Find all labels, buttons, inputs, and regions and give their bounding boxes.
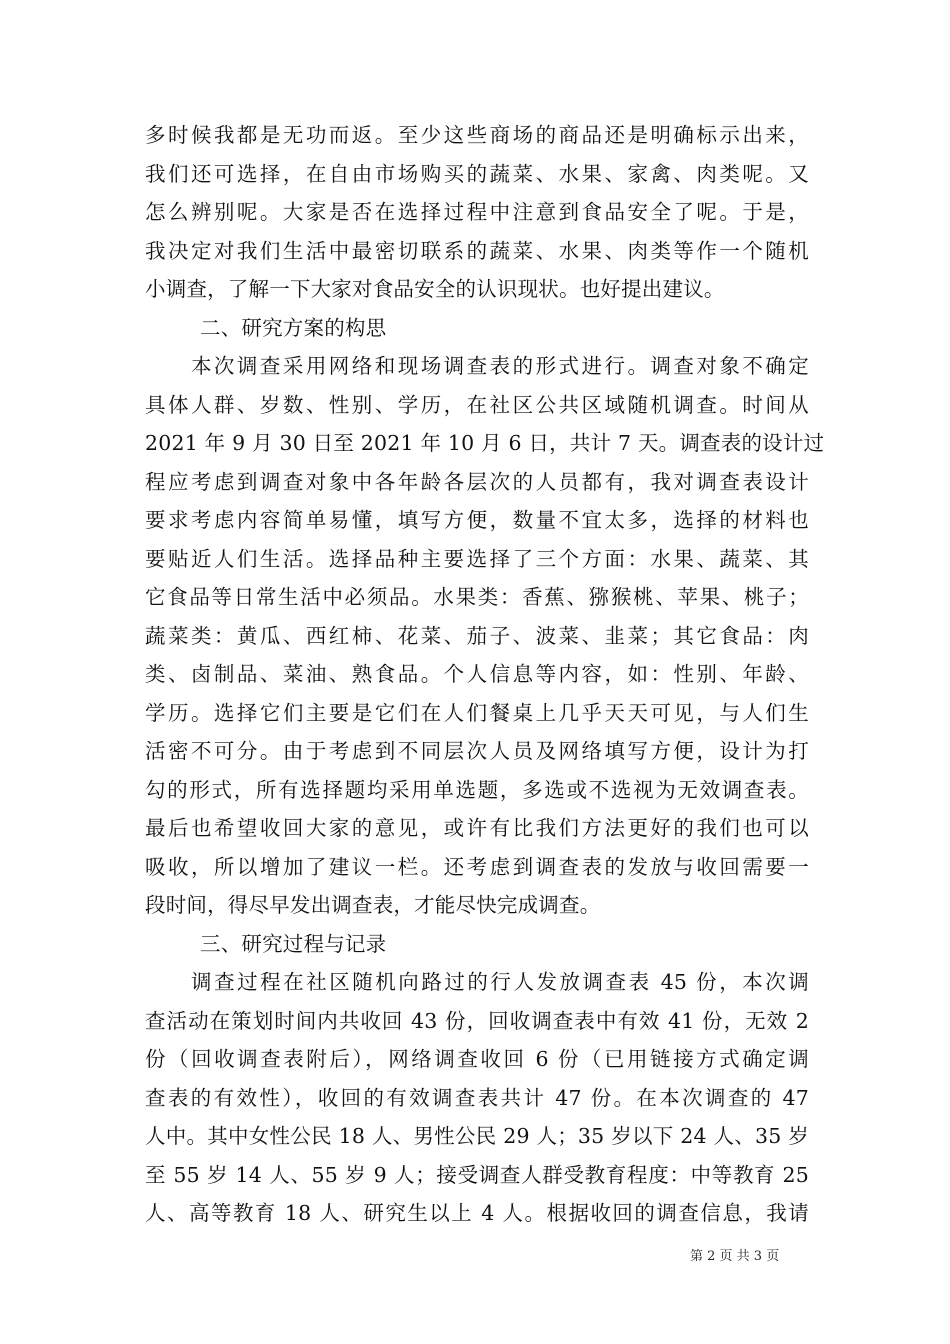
section-heading: 三、研究过程与记录 xyxy=(200,931,387,956)
text-line: 具体人群、岁数、性别、学历，在社区公共区域随机调查。时间从 xyxy=(145,392,809,417)
text-line: 它食品等日常生活中必须品。水果类：香蕉、猕猴桃、苹果、桃子； xyxy=(145,585,809,609)
text-line: 小调查，了解一下大家对食品安全的认识现状。也好提出建议。 xyxy=(145,277,725,301)
text-line: 我们还可选择，在自由市场购买的蔬菜、水果、家禽、肉类呢。又 xyxy=(145,161,809,186)
text-line: 最后也希望收回大家的意见，或许有比我们方法更好的我们也可以 xyxy=(145,816,809,840)
text-line: 查活动在策划时间内共收回 43 份，回收调查表中有效 41 份，无效 2 xyxy=(145,1008,809,1033)
text-line: 人、高等教育 18 人、研究生以上 4 人。根据收回的调查信息，我请 xyxy=(145,1201,809,1225)
text-line: 学历。选择它们主要是它们在人们餐桌上几乎天天可见，与人们生 xyxy=(145,700,809,725)
text-line: 程应考虑到调查对象中各年龄各层次的人员都有，我对调查表设计 xyxy=(145,469,809,494)
text-line: 段时间，得尽早发出调查表，才能尽快完成调查。 xyxy=(145,893,601,917)
text-line: 调查过程在社区随机向路过的行人发放调查表 45 份，本次调 xyxy=(145,970,809,994)
text-line: 份（回收调查表附后），网络调查收回 6 份（已用链接方式确定调 xyxy=(145,1047,809,1071)
text-line: 至 55 岁 14 人、55 岁 9 人；接受调查人群受教育程度：中等教育 25 xyxy=(145,1162,809,1187)
text-line: 查表的有效性），收回的有效调查表共计 47 份。在本次调查的 47 xyxy=(145,1085,809,1110)
text-line: 勾的形式，所有选择题均采用单选题，多选或不选视为无效调查表。 xyxy=(145,777,809,802)
text-line: 类、卤制品、菜油、熟食品。个人信息等内容，如：性别、年龄、 xyxy=(145,662,809,686)
text-line: 蔬菜类：黄瓜、西红柿、花菜、茄子、波菜、韭菜；其它食品：肉 xyxy=(145,623,809,648)
text-line: 多时候我都是无功而返。至少这些商场的商品还是明确标示出来， xyxy=(145,123,809,147)
body-text xyxy=(145,116,825,1233)
page-number: 第 2 页 共 3 页 xyxy=(690,1249,780,1264)
text-line: 要贴近人们生活。选择品种主要选择了三个方面：水果、蔬菜、其 xyxy=(145,546,809,571)
text-line: 2021 年 9 月 30 日至 2021 年 10 月 6 日，共计 7 天。调查表的设计过 xyxy=(145,431,825,455)
text-line: 我决定对我们生活中最密切联系的蔬菜、水果、肉类等作一个随机 xyxy=(145,238,809,263)
text-line: 人中。其中女性公民 18 人、男性公民 29 人；35 岁以下 24 人、35 岁 xyxy=(145,1124,809,1148)
text-line: 活密不可分。由于考虑到不同层次人员及网络填写方便，设计为打 xyxy=(145,739,809,763)
section-heading: 二、研究方案的构思 xyxy=(200,315,387,340)
text-line: 本次调查采用网络和现场调查表的形式进行。调查对象不确定 xyxy=(145,354,809,378)
text-line: 怎么辨别呢。大家是否在选择过程中注意到食品安全了呢。于是， xyxy=(145,200,809,224)
text-line: 要求考虑内容简单易懂，填写方便，数量不宜太多，选择的材料也 xyxy=(145,508,809,532)
text-line: 吸收，所以增加了建议一栏。还考虑到调查表的发放与收回需要一 xyxy=(145,854,809,879)
